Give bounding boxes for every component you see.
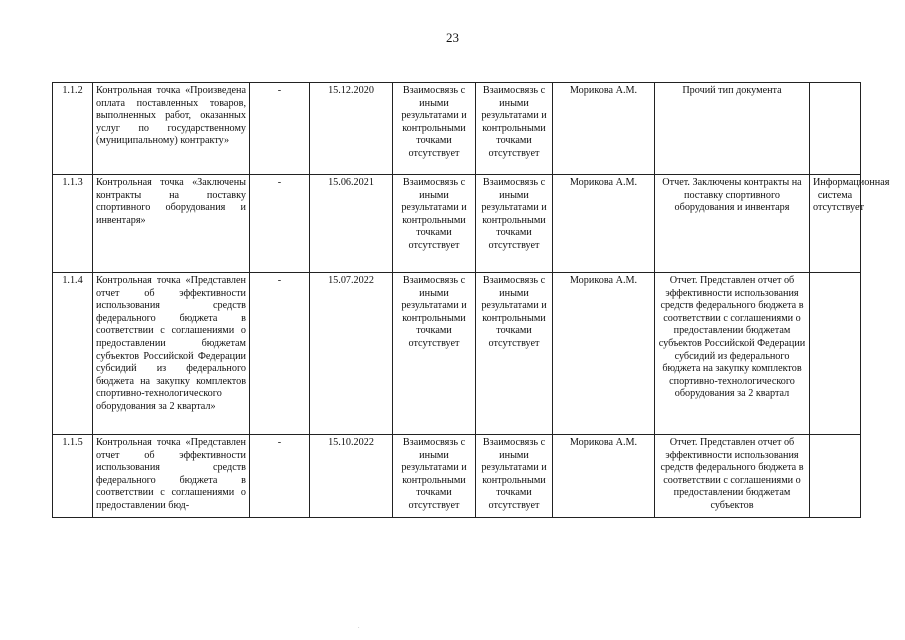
table-row [53,273,861,435]
relation-results: Взаимосвязь с иными результатами и контрольными точками отсутствует [393,83,476,175]
base-value: - [250,175,310,273]
control-point-name: Контрольная точка «Представлен отчет об эффективности использования средств федерального бюджета в соответствии с соглашениями о предоставлении бюджетам субъектов Российской Федерации субсидий из федерального бюджета на закупку комплектов спортивно-технологического оборудования за 2 квартал» [93,273,250,435]
responsible-person: Морикова А.М. [553,83,655,175]
base-value: - [250,273,310,435]
control-point-name: Контрольная точка «Заключены контракты на поставку спортивного оборудования и инвентаря» [93,175,250,273]
information-system [810,83,861,175]
document-type: Прочий тип документа [655,83,810,175]
document-type: Отчет. Заключены контракты на поставку спортивного оборудования и инвентаря [655,175,810,273]
table-row [53,83,861,175]
page-number: 23 [446,30,459,45]
control-point-name: Контрольная точка «Представлен отчет об эффективности использования средств федерального бюджета в соответствии с соглашениями о предоставлении бюд- [93,435,250,518]
relation-results: Взаимосвязь с иными результатами и контрольными точками отсутствует [393,273,476,435]
base-value: - [250,83,310,175]
deadline-date: 15.10.2022 [310,435,393,518]
control-point-name: Контрольная точка «Произведена оплата поставленных товаров, выполненных работ, оказанных услуг по государственному (муниципальному) контракту» [93,83,250,175]
row-number: 1.1.3 [53,175,93,273]
table-row [53,175,861,273]
information-system: Информационная система отсутствует [810,175,861,273]
relation-points: Взаимосвязь с иными результатами и контрольными точками отсутствует [476,273,553,435]
relation-points: Взаимосвязь с иными результатами и контрольными точками отсутствует [476,175,553,273]
relation-results: Взаимосвязь с иными результатами и контрольными точками отсутствует [393,435,476,518]
information-system [810,435,861,518]
row-number: 1.1.5 [53,435,93,518]
row-number: 1.1.4 [53,273,93,435]
deadline-date: 15.12.2020 [310,83,393,175]
base-value: - [250,435,310,518]
table-row [53,435,861,518]
responsible-person: Морикова А.М. [553,273,655,435]
document-type: Отчет. Представлен отчет об эффективности использования средств федерального бюджета в соответствии с соглашениями о предоставлении бюджетам субъектов Российской Федерации субсидий из федерального бюджета на закупку комплектов спортивно-технологического оборудования за 2 квартал [655,273,810,435]
information-system [810,273,861,435]
scan-artifact: . [358,624,360,630]
responsible-person: Морикова А.М. [553,435,655,518]
control-points-table [52,82,890,518]
relation-points: Взаимосвязь с иными результатами и контрольными точками отсутствует [476,83,553,175]
relation-results: Взаимосвязь с иными результатами и контрольными точками отсутствует [393,175,476,273]
row-number: 1.1.2 [53,83,93,175]
deadline-date: 15.06.2021 [310,175,393,273]
deadline-date: 15.07.2022 [310,273,393,435]
responsible-person: Морикова А.М. [553,175,655,273]
document-type: Отчет. Представлен отчет об эффективности использования средств федерального бюджета в соответствии с соглашениями о предоставлении бюджетам субъектов [655,435,810,518]
relation-points: Взаимосвязь с иными результатами и контрольными точками отсутствует [476,435,553,518]
